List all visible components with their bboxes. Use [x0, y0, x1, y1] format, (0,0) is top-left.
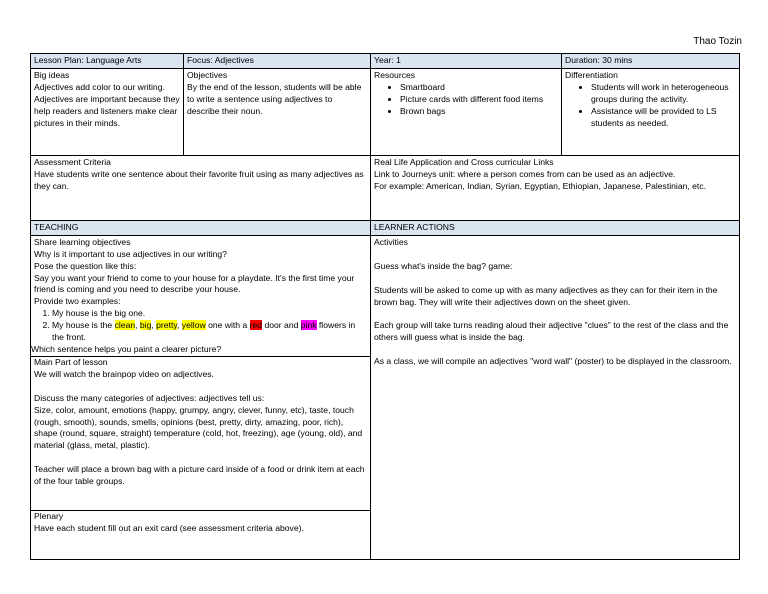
highlight-clean: clean	[114, 320, 136, 331]
highlight-pretty: pretty	[156, 320, 178, 331]
highlight-yellow: yellow	[181, 320, 206, 331]
highlight-pink: pink	[300, 320, 317, 331]
real-life-line2: For example: American, Indian, Syrian, Egyptian, Ethiopian, Japanese, Palestinian, etc.	[374, 180, 707, 191]
focus-cell: Focus: Adjectives	[184, 54, 371, 69]
example-2-text: one with a	[205, 320, 250, 331]
example-2-text: door and	[262, 320, 301, 331]
teaching-cell	[31, 235, 371, 559]
assessment-title: Assessment Criteria	[34, 156, 111, 167]
assessment-row	[31, 155, 740, 220]
pose-text: Pose the question like this:	[34, 260, 137, 271]
comma: ,	[177, 320, 182, 331]
big-ideas-cell	[31, 68, 184, 155]
real-life-title: Real Life Application and Cross curricular Links	[374, 156, 554, 167]
teaching-header: TEACHING	[31, 220, 371, 235]
assessment-cell	[31, 155, 371, 220]
main-part-line4: Teacher will place a brown bag with a picture card inside of a food or drink item at each of the four table groups.	[34, 464, 365, 487]
example-2	[52, 320, 367, 344]
assessment-text: Have students write one sentence about their favorite fruit using as many adjectives as they can.	[34, 168, 364, 191]
main-part-section	[31, 356, 370, 510]
spacer	[374, 308, 736, 320]
big-ideas-title: Big ideas	[34, 69, 70, 80]
objectives-cell	[184, 68, 371, 155]
example-1: 1. My house is the big one.	[52, 308, 367, 320]
which-question: Which sentence helps you paint a clearer picture?	[31, 343, 222, 354]
share-objectives-title: Share learning objectives	[34, 236, 131, 247]
spacer	[374, 344, 736, 356]
highlight-red: red	[249, 320, 263, 331]
real-life-cell	[371, 155, 740, 220]
differentiation-list	[565, 82, 736, 130]
resources-cell	[371, 68, 562, 155]
plenary-section	[31, 510, 370, 535]
spacer	[34, 488, 367, 510]
say-text: Say you want your friend to come to your house for a playdate. It's the first time your friend is coming and you need to describe your house.	[34, 272, 355, 295]
activity-paragraph-3: As a class, we will compile an adjectives "word wall" (poster) to be displayed in the classroom.	[374, 356, 732, 367]
differentiation-item: • Assistance will be provided to LS students as needed.	[591, 106, 736, 130]
differentiation-cell	[562, 68, 740, 155]
lesson-plan-table	[30, 53, 740, 560]
resource-item: • Smartboard	[400, 82, 558, 94]
comma: ,	[135, 320, 140, 331]
differentiation-item: • Students will work in heterogeneous groups during the activity.	[591, 82, 736, 106]
objectives-text: By the end of the lesson, students will be able to write a sentence using adjectives to describe their noun.	[187, 81, 362, 116]
comma: ,	[151, 320, 157, 331]
spacer	[34, 381, 367, 393]
main-part-line1: We will watch the brainpop video on adjectives.	[34, 368, 214, 379]
resources-list	[374, 82, 558, 118]
main-part-line2: Discuss the many categories of adjectives: adjectives tell us:	[34, 392, 265, 403]
learner-actions-header: LEARNER ACTIONS	[371, 220, 740, 235]
example-2-text: flowers in the front.	[52, 320, 356, 343]
author-name: Thao Tozin	[693, 36, 742, 47]
duration-cell: Duration: 30 mins	[562, 54, 740, 69]
differentiation-title: Differentiation	[565, 69, 618, 80]
example-2-text: My house is the	[52, 320, 115, 331]
main-part-title: Main Part of lesson	[34, 356, 108, 367]
big-ideas-text: Adjectives add color to our writing. Adjectives are important because they help readers and listeners make clear pictures in their minds.	[34, 81, 180, 128]
plenary-title: Plenary	[34, 511, 64, 522]
lesson-plan-cell: Lesson Plan: Language Arts	[31, 54, 184, 69]
spacer	[374, 249, 736, 261]
objectives-title: Objectives	[187, 69, 228, 80]
spacer	[374, 273, 736, 285]
provide-text: Provide two examples:	[34, 296, 121, 307]
game-title: Guess what's inside the bag? game:	[374, 260, 513, 271]
resources-title: Resources	[374, 69, 416, 80]
learner-actions-cell	[371, 235, 740, 559]
teaching-row	[31, 235, 740, 559]
activity-paragraph-1: Students will be asked to come up with as many adjectives as they can for their item in the brown bag. They will write their adjectives down on the sheet given.	[374, 284, 718, 307]
plenary-text: Have each student fill out an exit card (see assessment criteria above).	[34, 522, 304, 533]
adjective-categories: Size, color, amount, emotions (happy, grumpy, angry, clever, funny, etc), taste, touch (rough, smooth), sounds, smells, opinions (best, pretty, dirty, amazing, poor, rich), shape (round, square, straight) temperature (cold, hot, freezing), age (young, old), and material (glass, metal, plastic).	[34, 404, 363, 451]
why-question: Why is it important to use adjectives in our writing?	[34, 248, 227, 259]
activities-title: Activities	[374, 236, 408, 247]
resource-item: • Picture cards with different food items	[400, 94, 558, 106]
year-cell: Year: 1	[371, 54, 562, 69]
spacer	[34, 452, 367, 464]
header-row	[31, 54, 740, 69]
examples-list	[34, 308, 367, 344]
section-header-row	[31, 220, 740, 235]
highlight-big: big	[139, 320, 152, 331]
real-life-line1: Link to Journeys unit: where a person comes from can be used as an adjective.	[374, 168, 676, 179]
info-row	[31, 68, 740, 155]
resource-item: • Brown bags	[400, 106, 558, 118]
activity-paragraph-2: Each group will take turns reading aloud their adjective "clues" to the rest of the class and the others will guess what is inside the bag.	[374, 320, 729, 343]
